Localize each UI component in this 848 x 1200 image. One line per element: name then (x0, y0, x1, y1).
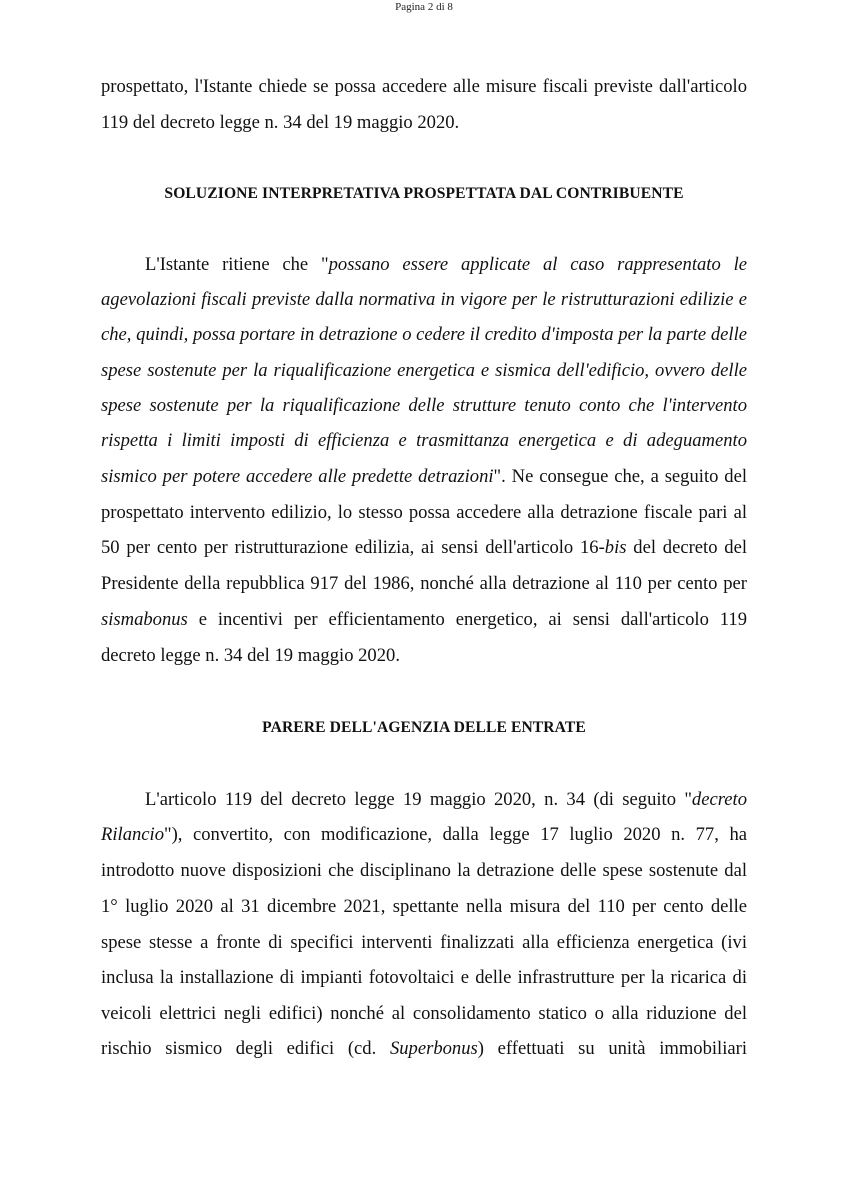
text-line: Rilancio"), convertito, con modificazione, dalla legge 17 luglio 2020 n. 77, ha (101, 824, 747, 845)
text-line: inclusa la installazione di impianti fotovoltaici e delle infrastrutture per la ricarica di (101, 967, 747, 988)
text-line: introdotto nuove disposizioni che disciplinano la detrazione delle spese sostenute dal (101, 860, 747, 881)
text-line: Presidente della repubblica 917 del 1986, nonché alla detrazione al 110 per cento per (101, 573, 747, 594)
text-line: 1° luglio 2020 al 31 dicembre 2021, spettante nella misura del 110 per cento delle (101, 896, 747, 917)
text-line: prospettato intervento edilizio, lo stesso possa accedere alla detrazione fiscale pari al (101, 502, 747, 523)
text-line: agevolazioni fiscali previste dalla normativa in vigore per le ristrutturazioni edilizie e (101, 289, 747, 310)
text-line: prospettato, l'Istante chiede se possa accedere alle misure fiscali previste dall'articolo (101, 76, 747, 97)
text-line: 119 del decreto legge n. 34 del 19 maggio 2020. (101, 112, 460, 133)
section-heading-soluzione: SOLUZIONE INTERPRETATIVA PROSPETTATA DAL CONTRIBUENTE (164, 185, 684, 202)
page-indicator: Pagina 2 di 8 (395, 1, 453, 13)
text-line: spese sostenute per la riqualificazione energetica e sismica dell'edificio, ovvero delle (101, 360, 747, 381)
text-line: 50 per cento per ristrutturazione edilizia, ai sensi dell'articolo 16-bis del decreto del (101, 537, 748, 558)
text-line: spese sostenute per la riqualificazione delle strutture tenuto conto che l'intervento (101, 395, 747, 416)
text-line: L'Istante ritiene che "possano essere applicate al caso rappresentato le (145, 254, 747, 275)
text-line: sismabonus e incentivi per efficientamento energetico, ai sensi dall'articolo 119 (101, 609, 747, 630)
text-line: L'articolo 119 del decreto legge 19 maggio 2020, n. 34 (di seguito "decreto (145, 789, 747, 810)
text-line: spese stesse a fronte di specifici interventi finalizzati alla efficienza energetica (ivi (101, 932, 747, 953)
text-line: sismico per potere accedere alle predette detrazioni". Ne consegue che, a seguito del (101, 466, 747, 487)
text-line: veicoli elettrici negli edifici) nonché al consolidamento statico o alla riduzione del (101, 1003, 747, 1024)
text-line: decreto legge n. 34 del 19 maggio 2020. (101, 645, 400, 666)
text-line: rispetta i limiti imposti di efficienza e trasmittanza energetica e di adeguamento (101, 430, 747, 451)
text-line: rischio sismico degli edifici (cd. Superbonus) effettuati su unità immobiliari (101, 1038, 747, 1059)
section-heading-parere: PARERE DELL'AGENZIA DELLE ENTRATE (262, 719, 586, 736)
text-line: che, quindi, possa portare in detrazione o cedere il credito d'imposta per la parte delle (101, 324, 747, 345)
